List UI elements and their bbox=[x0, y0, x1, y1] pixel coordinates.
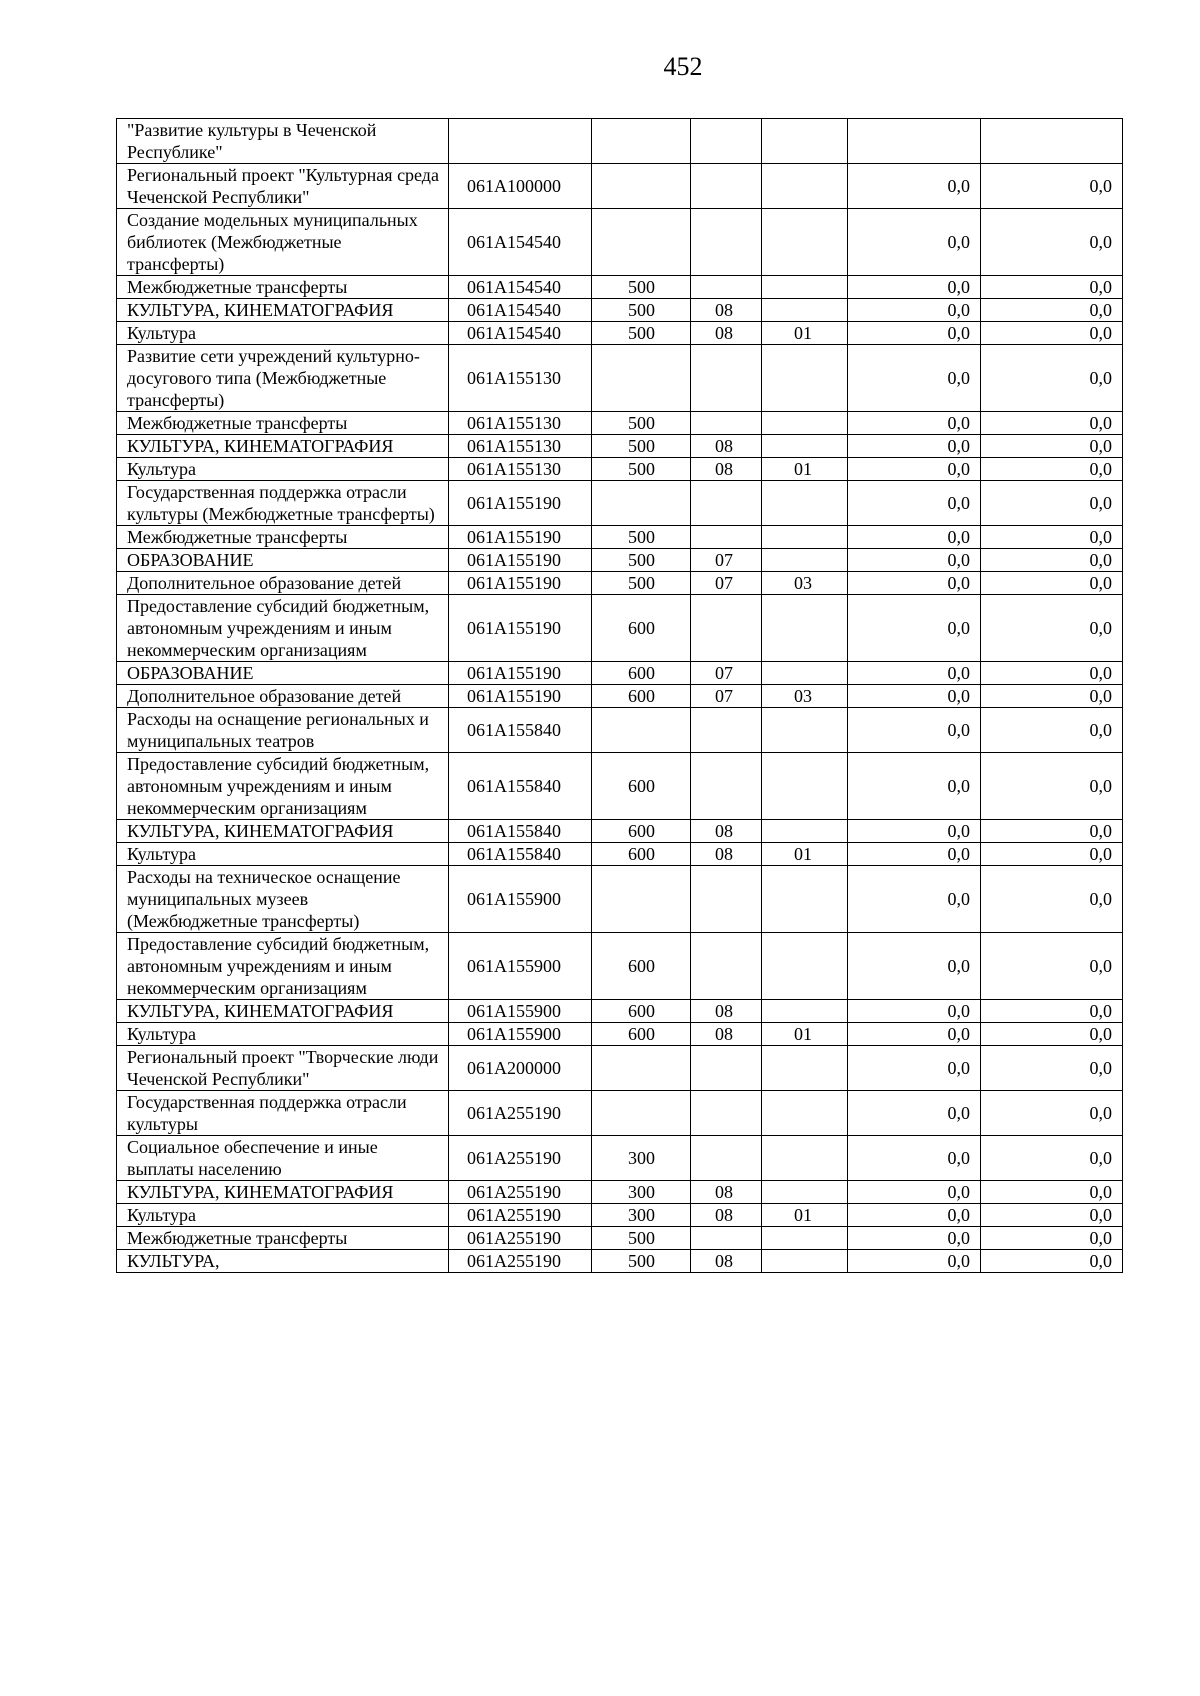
subsection-code-cell: 01 bbox=[762, 1204, 848, 1227]
section-code-cell: 07 bbox=[691, 572, 762, 595]
target-article-code-cell: 061A155840 bbox=[449, 820, 592, 843]
subsection-code-cell bbox=[762, 435, 848, 458]
section-code-cell: 08 bbox=[691, 1023, 762, 1046]
target-article-code-cell: 061A155190 bbox=[449, 526, 592, 549]
subsection-code-cell bbox=[762, 595, 848, 662]
expense-type-code-cell: 300 bbox=[592, 1204, 691, 1227]
row-name-cell: Социальное обеспечение и иные выплаты населению bbox=[117, 1136, 449, 1181]
row-name-cell: КУЛЬТУРА, bbox=[117, 1250, 449, 1273]
section-code-cell bbox=[691, 164, 762, 209]
section-code-cell: 08 bbox=[691, 1250, 762, 1273]
target-article-code-cell: 061A155130 bbox=[449, 412, 592, 435]
expense-type-code-cell: 600 bbox=[592, 1023, 691, 1046]
expense-type-code-cell: 500 bbox=[592, 572, 691, 595]
row-name-cell: ОБРАЗОВАНИЕ bbox=[117, 662, 449, 685]
amount-year-2-cell: 0,0 bbox=[981, 458, 1123, 481]
page-number: 452 bbox=[663, 52, 703, 81]
row-name-cell: КУЛЬТУРА, КИНЕМАТОГРАФИЯ bbox=[117, 299, 449, 322]
expense-type-code-cell: 500 bbox=[592, 435, 691, 458]
row-name-cell: Культура bbox=[117, 322, 449, 345]
amount-year-1-cell: 0,0 bbox=[848, 1227, 981, 1250]
amount-year-1-cell: 0,0 bbox=[848, 1046, 981, 1091]
subsection-code-cell bbox=[762, 933, 848, 1000]
amount-year-1-cell: 0,0 bbox=[848, 1136, 981, 1181]
section-code-cell: 08 bbox=[691, 1000, 762, 1023]
amount-year-1-cell: 0,0 bbox=[848, 412, 981, 435]
amount-year-2-cell: 0,0 bbox=[981, 595, 1123, 662]
amount-year-2-cell: 0,0 bbox=[981, 481, 1123, 526]
row-name-cell: Региональный проект "Культурная среда Чеченской Республики" bbox=[117, 164, 449, 209]
target-article-code-cell: 061A200000 bbox=[449, 1046, 592, 1091]
amount-year-1-cell: 0,0 bbox=[848, 843, 981, 866]
expense-type-code-cell: 500 bbox=[592, 412, 691, 435]
expense-type-code-cell: 500 bbox=[592, 276, 691, 299]
section-code-cell: 08 bbox=[691, 820, 762, 843]
row-name-cell: ОБРАЗОВАНИЕ bbox=[117, 549, 449, 572]
section-code-cell bbox=[691, 276, 762, 299]
row-name-cell: Культура bbox=[117, 843, 449, 866]
subsection-code-cell bbox=[762, 412, 848, 435]
section-code-cell bbox=[691, 708, 762, 753]
row-name-cell: Межбюджетные трансферты bbox=[117, 526, 449, 549]
row-name-cell: Дополнительное образование детей bbox=[117, 572, 449, 595]
target-article-code-cell: 061A154540 bbox=[449, 322, 592, 345]
amount-year-1-cell: 0,0 bbox=[848, 866, 981, 933]
row-name-cell: Расходы на техническое оснащение муниципальных музеев (Межбюджетные трансферты) bbox=[117, 866, 449, 933]
section-code-cell: 08 bbox=[691, 1204, 762, 1227]
amount-year-2-cell: 0,0 bbox=[981, 1000, 1123, 1023]
row-name-cell: Дополнительное образование детей bbox=[117, 685, 449, 708]
amount-year-2-cell: 0,0 bbox=[981, 820, 1123, 843]
expense-type-code-cell: 600 bbox=[592, 1000, 691, 1023]
target-article-code-cell: 061A255190 bbox=[449, 1181, 592, 1204]
table-row bbox=[117, 481, 1123, 526]
target-article-code-cell: 061A155900 bbox=[449, 1023, 592, 1046]
target-article-code-cell: 061A155130 bbox=[449, 458, 592, 481]
section-code-cell: 08 bbox=[691, 843, 762, 866]
subsection-code-cell bbox=[762, 1000, 848, 1023]
subsection-code-cell: 01 bbox=[762, 843, 848, 866]
table-row bbox=[117, 345, 1123, 412]
subsection-code-cell bbox=[762, 345, 848, 412]
table-row bbox=[117, 1023, 1123, 1046]
target-article-code-cell: 061A155900 bbox=[449, 933, 592, 1000]
table-row bbox=[117, 843, 1123, 866]
target-article-code-cell: 061A155900 bbox=[449, 1000, 592, 1023]
amount-year-2-cell bbox=[981, 119, 1123, 164]
target-article-code-cell: 061A255190 bbox=[449, 1091, 592, 1136]
section-code-cell bbox=[691, 526, 762, 549]
amount-year-2-cell: 0,0 bbox=[981, 1181, 1123, 1204]
subsection-code-cell bbox=[762, 481, 848, 526]
table-row bbox=[117, 1000, 1123, 1023]
table-row bbox=[117, 276, 1123, 299]
section-code-cell: 08 bbox=[691, 1181, 762, 1204]
expense-type-code-cell: 600 bbox=[592, 933, 691, 1000]
table-row bbox=[117, 1046, 1123, 1091]
table-row bbox=[117, 753, 1123, 820]
section-code-cell: 07 bbox=[691, 685, 762, 708]
section-code-cell bbox=[691, 933, 762, 1000]
table-row bbox=[117, 866, 1123, 933]
section-code-cell bbox=[691, 753, 762, 820]
subsection-code-cell bbox=[762, 276, 848, 299]
amount-year-2-cell: 0,0 bbox=[981, 209, 1123, 276]
amount-year-2-cell: 0,0 bbox=[981, 662, 1123, 685]
target-article-code-cell: 061A100000 bbox=[449, 164, 592, 209]
target-article-code-cell: 061A155840 bbox=[449, 843, 592, 866]
amount-year-2-cell: 0,0 bbox=[981, 549, 1123, 572]
row-name-cell: КУЛЬТУРА, КИНЕМАТОГРАФИЯ bbox=[117, 820, 449, 843]
amount-year-1-cell: 0,0 bbox=[848, 708, 981, 753]
amount-year-2-cell: 0,0 bbox=[981, 1204, 1123, 1227]
expense-type-code-cell: 600 bbox=[592, 685, 691, 708]
section-code-cell bbox=[691, 1091, 762, 1136]
expense-type-code-cell bbox=[592, 708, 691, 753]
subsection-code-cell bbox=[762, 866, 848, 933]
amount-year-1-cell: 0,0 bbox=[848, 299, 981, 322]
subsection-code-cell bbox=[762, 820, 848, 843]
subsection-code-cell bbox=[762, 708, 848, 753]
subsection-code-cell: 01 bbox=[762, 458, 848, 481]
target-article-code-cell: 061A255190 bbox=[449, 1250, 592, 1273]
expense-type-code-cell bbox=[592, 1091, 691, 1136]
subsection-code-cell bbox=[762, 753, 848, 820]
amount-year-2-cell: 0,0 bbox=[981, 866, 1123, 933]
amount-year-1-cell: 0,0 bbox=[848, 1204, 981, 1227]
subsection-code-cell bbox=[762, 164, 848, 209]
expense-type-code-cell: 600 bbox=[592, 820, 691, 843]
amount-year-2-cell: 0,0 bbox=[981, 572, 1123, 595]
target-article-code-cell: 061A155130 bbox=[449, 345, 592, 412]
amount-year-1-cell: 0,0 bbox=[848, 164, 981, 209]
amount-year-1-cell: 0,0 bbox=[848, 685, 981, 708]
section-code-cell: 08 bbox=[691, 458, 762, 481]
target-article-code-cell: 061A155190 bbox=[449, 549, 592, 572]
table-row bbox=[117, 119, 1123, 164]
table-row bbox=[117, 412, 1123, 435]
section-code-cell bbox=[691, 1227, 762, 1250]
expense-type-code-cell: 500 bbox=[592, 1250, 691, 1273]
expense-type-code-cell bbox=[592, 345, 691, 412]
amount-year-2-cell: 0,0 bbox=[981, 164, 1123, 209]
subsection-code-cell bbox=[762, 1250, 848, 1273]
subsection-code-cell bbox=[762, 299, 848, 322]
amount-year-1-cell: 0,0 bbox=[848, 1250, 981, 1273]
table-row bbox=[117, 209, 1123, 276]
expense-type-code-cell: 600 bbox=[592, 843, 691, 866]
amount-year-1-cell: 0,0 bbox=[848, 1091, 981, 1136]
target-article-code-cell: 061A154540 bbox=[449, 299, 592, 322]
target-article-code-cell: 061A155900 bbox=[449, 866, 592, 933]
expense-type-code-cell bbox=[592, 1046, 691, 1091]
table-row bbox=[117, 1204, 1123, 1227]
subsection-code-cell bbox=[762, 119, 848, 164]
subsection-code-cell: 01 bbox=[762, 322, 848, 345]
subsection-code-cell: 03 bbox=[762, 685, 848, 708]
amount-year-2-cell: 0,0 bbox=[981, 843, 1123, 866]
subsection-code-cell bbox=[762, 662, 848, 685]
subsection-code-cell bbox=[762, 1091, 848, 1136]
row-name-cell: Предоставление субсидий бюджетным, автономным учреждениям и иным некоммерческим организациям bbox=[117, 595, 449, 662]
expense-type-code-cell bbox=[592, 164, 691, 209]
amount-year-1-cell: 0,0 bbox=[848, 209, 981, 276]
section-code-cell bbox=[691, 595, 762, 662]
table-row bbox=[117, 299, 1123, 322]
target-article-code-cell: 061A155190 bbox=[449, 685, 592, 708]
row-name-cell: Развитие сети учреждений культурно-досугового типа (Межбюджетные трансферты) bbox=[117, 345, 449, 412]
row-name-cell: Расходы на оснащение региональных и муниципальных театров bbox=[117, 708, 449, 753]
amount-year-2-cell: 0,0 bbox=[981, 708, 1123, 753]
amount-year-2-cell: 0,0 bbox=[981, 1023, 1123, 1046]
target-article-code-cell: 061A255190 bbox=[449, 1227, 592, 1250]
table-body bbox=[117, 119, 1123, 1273]
row-name-cell: Предоставление субсидий бюджетным, автономным учреждениям и иным некоммерческим организациям bbox=[117, 933, 449, 1000]
section-code-cell: 08 bbox=[691, 435, 762, 458]
subsection-code-cell: 01 bbox=[762, 1023, 848, 1046]
row-name-cell: КУЛЬТУРА, КИНЕМАТОГРАФИЯ bbox=[117, 435, 449, 458]
expense-type-code-cell bbox=[592, 866, 691, 933]
section-code-cell bbox=[691, 119, 762, 164]
section-code-cell bbox=[691, 866, 762, 933]
row-name-cell: КУЛЬТУРА, КИНЕМАТОГРАФИЯ bbox=[117, 1181, 449, 1204]
expense-type-code-cell: 300 bbox=[592, 1136, 691, 1181]
row-name-cell: Государственная поддержка отрасли культуры bbox=[117, 1091, 449, 1136]
target-article-code-cell: 061A155190 bbox=[449, 481, 592, 526]
amount-year-1-cell: 0,0 bbox=[848, 276, 981, 299]
budget-table bbox=[116, 118, 1123, 1273]
amount-year-1-cell: 0,0 bbox=[848, 322, 981, 345]
amount-year-2-cell: 0,0 bbox=[981, 685, 1123, 708]
expense-type-code-cell: 500 bbox=[592, 549, 691, 572]
expense-type-code-cell: 500 bbox=[592, 299, 691, 322]
section-code-cell bbox=[691, 412, 762, 435]
target-article-code-cell: 061A155190 bbox=[449, 572, 592, 595]
table-row bbox=[117, 164, 1123, 209]
target-article-code-cell: 061A155840 bbox=[449, 753, 592, 820]
row-name-cell: Культура bbox=[117, 1204, 449, 1227]
amount-year-2-cell: 0,0 bbox=[981, 412, 1123, 435]
amount-year-1-cell: 0,0 bbox=[848, 595, 981, 662]
amount-year-2-cell: 0,0 bbox=[981, 1091, 1123, 1136]
expense-type-code-cell: 300 bbox=[592, 1181, 691, 1204]
amount-year-2-cell: 0,0 bbox=[981, 299, 1123, 322]
amount-year-2-cell: 0,0 bbox=[981, 322, 1123, 345]
amount-year-1-cell: 0,0 bbox=[848, 933, 981, 1000]
amount-year-1-cell: 0,0 bbox=[848, 662, 981, 685]
section-code-cell bbox=[691, 209, 762, 276]
table-row bbox=[117, 549, 1123, 572]
table-row bbox=[117, 1181, 1123, 1204]
section-code-cell: 07 bbox=[691, 549, 762, 572]
table-row bbox=[117, 1227, 1123, 1250]
target-article-code-cell: 061A154540 bbox=[449, 276, 592, 299]
target-article-code-cell: 061A155190 bbox=[449, 595, 592, 662]
amount-year-1-cell: 0,0 bbox=[848, 820, 981, 843]
amount-year-2-cell: 0,0 bbox=[981, 1250, 1123, 1273]
section-code-cell bbox=[691, 481, 762, 526]
amount-year-2-cell: 0,0 bbox=[981, 345, 1123, 412]
row-name-cell: Культура bbox=[117, 1023, 449, 1046]
amount-year-2-cell: 0,0 bbox=[981, 1136, 1123, 1181]
expense-type-code-cell: 500 bbox=[592, 322, 691, 345]
row-name-cell: КУЛЬТУРА, КИНЕМАТОГРАФИЯ bbox=[117, 1000, 449, 1023]
expense-type-code-cell: 500 bbox=[592, 1227, 691, 1250]
amount-year-1-cell: 0,0 bbox=[848, 481, 981, 526]
section-code-cell: 08 bbox=[691, 299, 762, 322]
target-article-code-cell bbox=[449, 119, 592, 164]
amount-year-1-cell: 0,0 bbox=[848, 458, 981, 481]
table-row bbox=[117, 685, 1123, 708]
amount-year-2-cell: 0,0 bbox=[981, 933, 1123, 1000]
table-row bbox=[117, 820, 1123, 843]
subsection-code-cell bbox=[762, 526, 848, 549]
subsection-code-cell bbox=[762, 1227, 848, 1250]
row-name-cell: "Развитие культуры в Чеченской Республике" bbox=[117, 119, 449, 164]
amount-year-1-cell: 0,0 bbox=[848, 1000, 981, 1023]
amount-year-1-cell: 0,0 bbox=[848, 549, 981, 572]
target-article-code-cell: 061A155130 bbox=[449, 435, 592, 458]
table-row bbox=[117, 595, 1123, 662]
amount-year-1-cell bbox=[848, 119, 981, 164]
amount-year-1-cell: 0,0 bbox=[848, 1181, 981, 1204]
row-name-cell: Межбюджетные трансферты bbox=[117, 276, 449, 299]
amount-year-2-cell: 0,0 bbox=[981, 276, 1123, 299]
table-row bbox=[117, 572, 1123, 595]
section-code-cell bbox=[691, 345, 762, 412]
table-row bbox=[117, 435, 1123, 458]
amount-year-2-cell: 0,0 bbox=[981, 1046, 1123, 1091]
section-code-cell: 08 bbox=[691, 322, 762, 345]
subsection-code-cell bbox=[762, 1136, 848, 1181]
row-name-cell: Культура bbox=[117, 458, 449, 481]
expense-type-code-cell: 600 bbox=[592, 595, 691, 662]
row-name-cell: Региональный проект "Творческие люди Чеченской Республики" bbox=[117, 1046, 449, 1091]
row-name-cell: Межбюджетные трансферты bbox=[117, 412, 449, 435]
expense-type-code-cell: 600 bbox=[592, 753, 691, 820]
subsection-code-cell bbox=[762, 1046, 848, 1091]
table-row bbox=[117, 1091, 1123, 1136]
table-row bbox=[117, 933, 1123, 1000]
amount-year-1-cell: 0,0 bbox=[848, 345, 981, 412]
target-article-code-cell: 061A154540 bbox=[449, 209, 592, 276]
amount-year-2-cell: 0,0 bbox=[981, 753, 1123, 820]
amount-year-2-cell: 0,0 bbox=[981, 526, 1123, 549]
subsection-code-cell bbox=[762, 209, 848, 276]
table-row bbox=[117, 458, 1123, 481]
amount-year-1-cell: 0,0 bbox=[848, 572, 981, 595]
subsection-code-cell: 03 bbox=[762, 572, 848, 595]
target-article-code-cell: 061A155190 bbox=[449, 662, 592, 685]
row-name-cell: Создание модельных муниципальных библиотек (Межбюджетные трансферты) bbox=[117, 209, 449, 276]
row-name-cell: Предоставление субсидий бюджетным, автономным учреждениям и иным некоммерческим организациям bbox=[117, 753, 449, 820]
table-row bbox=[117, 1136, 1123, 1181]
expense-type-code-cell bbox=[592, 481, 691, 526]
expense-type-code-cell: 500 bbox=[592, 458, 691, 481]
section-code-cell bbox=[691, 1046, 762, 1091]
table-row bbox=[117, 526, 1123, 549]
subsection-code-cell bbox=[762, 1181, 848, 1204]
section-code-cell bbox=[691, 1136, 762, 1181]
row-name-cell: Межбюджетные трансферты bbox=[117, 1227, 449, 1250]
amount-year-1-cell: 0,0 bbox=[848, 753, 981, 820]
expense-type-code-cell bbox=[592, 119, 691, 164]
row-name-cell: Государственная поддержка отрасли культуры (Межбюджетные трансферты) bbox=[117, 481, 449, 526]
expense-type-code-cell: 500 bbox=[592, 526, 691, 549]
target-article-code-cell: 061A155840 bbox=[449, 708, 592, 753]
amount-year-1-cell: 0,0 bbox=[848, 1023, 981, 1046]
table-row bbox=[117, 1250, 1123, 1273]
subsection-code-cell bbox=[762, 549, 848, 572]
expense-type-code-cell: 600 bbox=[592, 662, 691, 685]
table-row bbox=[117, 322, 1123, 345]
section-code-cell: 07 bbox=[691, 662, 762, 685]
amount-year-2-cell: 0,0 bbox=[981, 435, 1123, 458]
target-article-code-cell: 061A255190 bbox=[449, 1204, 592, 1227]
amount-year-1-cell: 0,0 bbox=[848, 435, 981, 458]
expense-type-code-cell bbox=[592, 209, 691, 276]
target-article-code-cell: 061A255190 bbox=[449, 1136, 592, 1181]
table-row bbox=[117, 708, 1123, 753]
table-row bbox=[117, 662, 1123, 685]
amount-year-2-cell: 0,0 bbox=[981, 1227, 1123, 1250]
amount-year-1-cell: 0,0 bbox=[848, 526, 981, 549]
